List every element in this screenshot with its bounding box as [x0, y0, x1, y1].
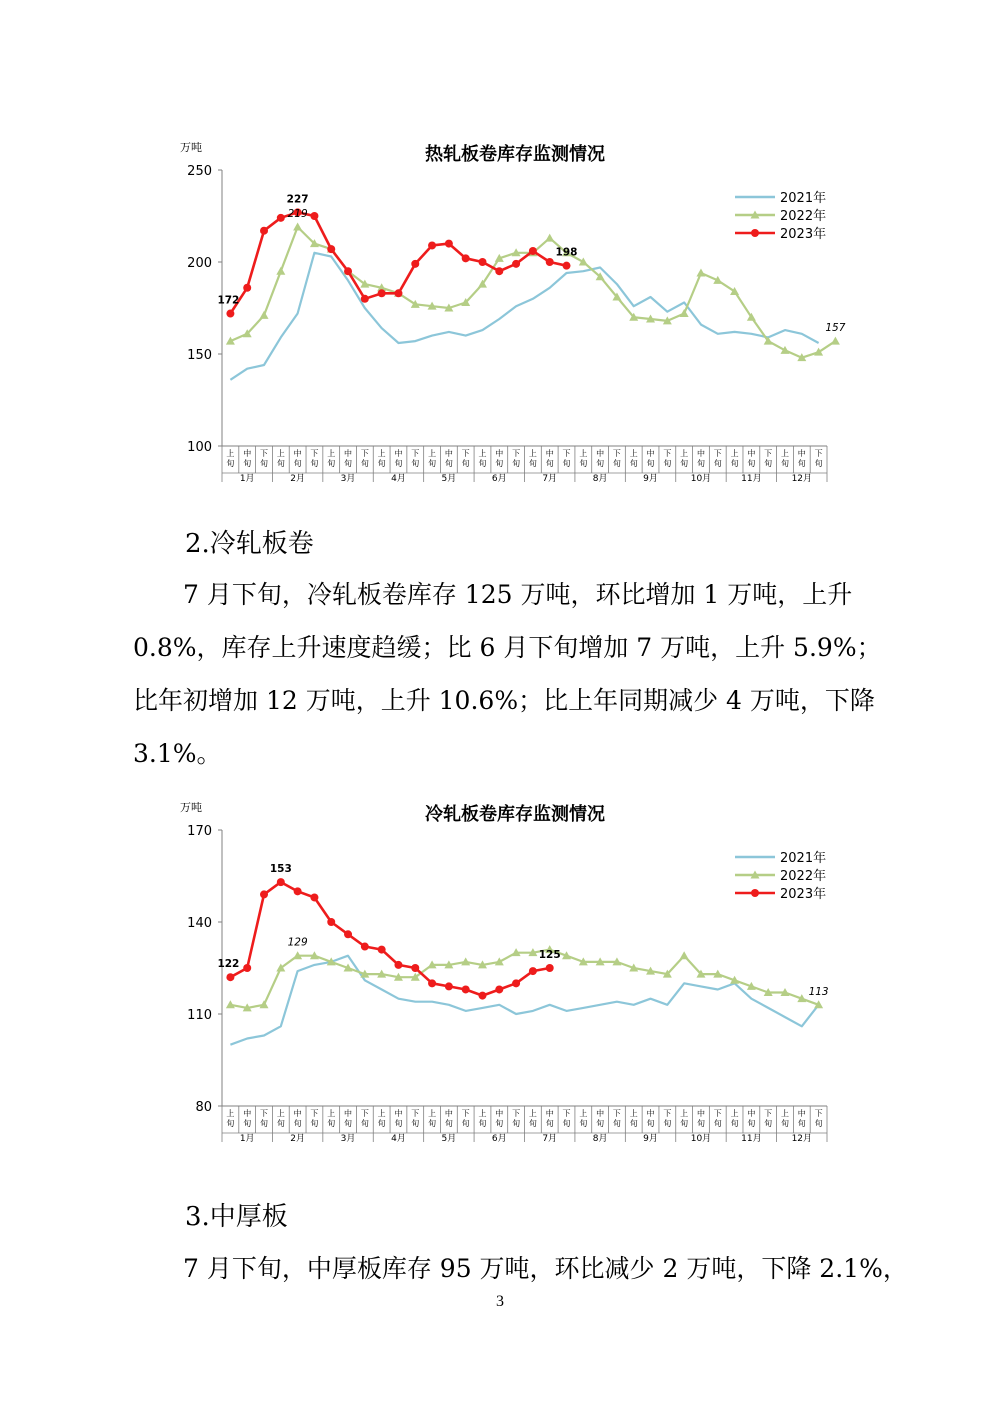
- data-point: [512, 979, 520, 987]
- x-xun-label: 下: [814, 1109, 823, 1118]
- x-xun-label: 上: [226, 449, 235, 458]
- x-xun-label: 旬: [764, 459, 773, 468]
- x-xun-label: 旬: [394, 459, 403, 468]
- x-xun-label: 旬: [629, 1119, 638, 1128]
- x-xun-label: 上: [579, 1109, 588, 1118]
- x-xun-label: 旬: [528, 459, 537, 468]
- x-xun-label: 旬: [243, 459, 252, 468]
- x-xun-label: 旬: [780, 459, 789, 468]
- x-xun-label: 下: [663, 1109, 672, 1118]
- x-month-label: 8月: [592, 1134, 608, 1144]
- series-line-2021年: [230, 253, 818, 380]
- x-xun-label: 中: [646, 449, 655, 458]
- x-xun-label: 上: [730, 449, 739, 458]
- x-xun-label: 中: [747, 1109, 756, 1118]
- x-month-label: 6月: [491, 474, 507, 484]
- x-xun-label: 旬: [663, 459, 672, 468]
- x-xun-label: 上: [528, 449, 537, 458]
- x-xun-label: 旬: [310, 459, 319, 468]
- x-month-label: 10月: [690, 1134, 712, 1144]
- data-point: [378, 946, 386, 954]
- data-point: [226, 973, 234, 981]
- x-xun-label: 旬: [780, 1119, 789, 1128]
- y-tick-label: 80: [195, 1100, 212, 1115]
- x-xun-label: 旬: [344, 459, 353, 468]
- data-point: [478, 258, 486, 266]
- x-xun-label: 中: [495, 449, 504, 458]
- data-point: [327, 918, 335, 926]
- x-month-label: 3月: [340, 1134, 356, 1144]
- x-xun-label: 上: [579, 449, 588, 458]
- data-point: [243, 964, 251, 972]
- x-xun-label: 上: [276, 1109, 285, 1118]
- x-xun-label: 中: [797, 1109, 806, 1118]
- x-xun-label: 旬: [293, 1119, 302, 1128]
- y-tick-label: 200: [187, 256, 212, 271]
- data-point: [293, 223, 302, 231]
- x-xun-label: 上: [327, 449, 336, 458]
- x-xun-label: 中: [293, 449, 302, 458]
- x-xun-label: 旬: [612, 1119, 621, 1128]
- data-label: 198: [555, 246, 578, 259]
- chart-title: 热轧板卷库存监测情况: [425, 144, 605, 165]
- x-xun-label: 上: [629, 1109, 638, 1118]
- data-point: [831, 337, 840, 345]
- x-xun-label: 旬: [512, 459, 521, 468]
- x-xun-label: 上: [629, 449, 638, 458]
- x-xun-label: 下: [411, 1109, 420, 1118]
- data-label: 125: [538, 949, 561, 961]
- x-xun-label: 下: [260, 1109, 269, 1118]
- x-xun-label: 下: [764, 1109, 773, 1118]
- x-xun-label: 旬: [495, 459, 504, 468]
- data-point: [563, 262, 571, 270]
- x-xun-label: 旬: [579, 1119, 588, 1128]
- x-xun-label: 旬: [428, 1119, 437, 1128]
- x-xun-label: 旬: [478, 1119, 487, 1128]
- x-xun-label: 中: [696, 449, 705, 458]
- y-tick-label: 150: [187, 348, 212, 363]
- series-line-2022年: [230, 227, 835, 358]
- x-xun-label: 上: [276, 449, 285, 458]
- paragraph-line: 0.8%，库存上升速度趋缓；比 6 月下旬增加 7 万吨，上升 5.9%；: [133, 633, 882, 662]
- x-xun-label: 旬: [747, 1119, 756, 1128]
- data-point: [428, 241, 436, 249]
- data-point: [478, 992, 486, 1000]
- x-month-label: 11月: [741, 474, 762, 484]
- data-point: [394, 289, 402, 297]
- data-label: 113: [808, 985, 829, 998]
- x-xun-label: 中: [596, 449, 605, 458]
- hot-rolled-chart: [170, 125, 860, 485]
- x-xun-label: 旬: [680, 459, 689, 468]
- x-xun-label: 旬: [260, 1119, 269, 1128]
- section-paragraph-plate: [133, 1242, 908, 1295]
- x-xun-label: 旬: [293, 459, 302, 468]
- x-xun-label: 旬: [747, 459, 756, 468]
- paragraph-line: 比年初增加 12 万吨，上升 10.6%；比上年同期减少 4 万吨，下降: [133, 686, 875, 715]
- x-xun-label: 旬: [411, 459, 420, 468]
- x-xun-label: 旬: [360, 459, 369, 468]
- legend-label: 2021年: [780, 191, 827, 206]
- x-xun-label: 旬: [495, 1119, 504, 1128]
- data-point: [546, 964, 554, 972]
- x-xun-label: 旬: [814, 1119, 823, 1128]
- x-xun-label: 中: [344, 1109, 353, 1118]
- x-xun-label: 中: [394, 449, 403, 458]
- x-month-label: 4月: [391, 1134, 406, 1144]
- x-month-label: 6月: [491, 1134, 507, 1144]
- x-month-label: 12月: [791, 474, 813, 484]
- x-xun-label: 上: [327, 1109, 336, 1118]
- data-point: [310, 893, 318, 901]
- data-label: 129: [287, 936, 308, 949]
- x-xun-label: 旬: [226, 1119, 235, 1128]
- x-xun-label: 下: [411, 449, 420, 458]
- x-xun-label: 旬: [730, 1119, 739, 1128]
- series-line-2023年: [230, 882, 549, 996]
- x-xun-label: 旬: [344, 1119, 353, 1128]
- x-xun-label: 上: [478, 1109, 487, 1118]
- y-tick-label: 140: [187, 916, 212, 931]
- x-xun-label: 旬: [360, 1119, 369, 1128]
- x-xun-label: 下: [764, 449, 773, 458]
- x-xun-label: 旬: [696, 459, 705, 468]
- data-point: [243, 284, 251, 292]
- y-tick-label: 110: [187, 1008, 212, 1023]
- data-point: [546, 258, 554, 266]
- x-xun-label: 旬: [663, 1119, 672, 1128]
- x-xun-label: 下: [512, 449, 521, 458]
- x-xun-label: 中: [646, 1109, 655, 1118]
- data-point: [260, 890, 268, 898]
- data-point: [361, 943, 369, 951]
- x-xun-label: 旬: [260, 459, 269, 468]
- x-xun-label: 旬: [411, 1119, 420, 1128]
- x-xun-label: 中: [495, 1109, 504, 1118]
- x-month-label: 8月: [592, 474, 608, 484]
- x-xun-label: 旬: [444, 459, 453, 468]
- data-point: [294, 887, 302, 895]
- series-line-2021年: [230, 956, 818, 1045]
- x-xun-label: 上: [680, 1109, 689, 1118]
- x-xun-label: 中: [545, 449, 554, 458]
- legend-label: 2022年: [780, 209, 827, 224]
- paragraph-line: 7 月下旬，中厚板库存 95 万吨，环比减少 2 万吨，下降 2.1%，: [183, 1254, 908, 1283]
- x-xun-label: 下: [562, 1109, 571, 1118]
- data-point: [445, 240, 453, 248]
- x-xun-label: 下: [310, 449, 319, 458]
- x-xun-label: 下: [814, 449, 823, 458]
- x-xun-label: 中: [243, 449, 252, 458]
- x-xun-label: 旬: [562, 459, 571, 468]
- x-xun-label: 旬: [596, 459, 605, 468]
- y-tick-label: 100: [187, 440, 212, 455]
- data-point: [310, 212, 318, 220]
- x-xun-label: 下: [663, 449, 672, 458]
- x-xun-label: 旬: [646, 459, 655, 468]
- hot-rolled-chart-svg: [170, 125, 860, 485]
- data-point: [361, 295, 369, 303]
- x-xun-label: 上: [226, 1109, 235, 1118]
- data-point: [378, 289, 386, 297]
- x-xun-label: 旬: [814, 459, 823, 468]
- section-heading-plate: 3.中厚板: [185, 1202, 288, 1232]
- data-point: [680, 309, 689, 317]
- x-xun-label: 中: [545, 1109, 554, 1118]
- x-month-label: 12月: [791, 1134, 813, 1144]
- x-xun-label: 下: [461, 449, 470, 458]
- section-paragraph-cold-rolled: [133, 568, 883, 780]
- x-xun-label: 中: [596, 1109, 605, 1118]
- data-label: 219: [287, 208, 308, 221]
- data-point: [344, 930, 352, 938]
- x-xun-label: 旬: [226, 459, 235, 468]
- x-xun-label: 中: [747, 449, 756, 458]
- x-xun-label: 下: [360, 1109, 369, 1118]
- x-xun-label: 下: [360, 449, 369, 458]
- data-point: [445, 982, 453, 990]
- data-point: [696, 269, 705, 277]
- x-xun-label: 上: [780, 449, 789, 458]
- x-xun-label: 旬: [377, 1119, 386, 1128]
- x-month-label: 7月: [542, 474, 558, 484]
- x-xun-label: 中: [293, 1109, 302, 1118]
- x-xun-label: 旬: [545, 459, 554, 468]
- y-axis-unit: 万吨: [180, 141, 202, 154]
- x-xun-label: 旬: [428, 459, 437, 468]
- x-xun-label: 下: [713, 1109, 722, 1118]
- x-month-label: 1月: [239, 1134, 255, 1144]
- x-month-label: 2月: [290, 1134, 305, 1144]
- x-month-label: 3月: [340, 474, 356, 484]
- data-point: [277, 878, 285, 886]
- x-month-label: 11月: [741, 1134, 762, 1144]
- x-xun-label: 下: [461, 1109, 470, 1118]
- x-xun-label: 旬: [394, 1119, 403, 1128]
- x-xun-label: 旬: [629, 459, 638, 468]
- legend-label: 2023年: [780, 227, 827, 242]
- x-month-label: 5月: [441, 1134, 457, 1144]
- data-point: [545, 234, 554, 242]
- y-tick-label: 170: [187, 824, 212, 839]
- x-xun-label: 上: [730, 1109, 739, 1118]
- x-xun-label: 下: [612, 449, 621, 458]
- x-month-label: 10月: [690, 474, 712, 484]
- x-xun-label: 下: [512, 1109, 521, 1118]
- cold-rolled-chart: [170, 785, 860, 1145]
- x-xun-label: 上: [377, 449, 386, 458]
- x-xun-label: 旬: [528, 1119, 537, 1128]
- x-xun-label: 旬: [730, 459, 739, 468]
- data-point: [512, 260, 520, 268]
- data-point: [276, 267, 285, 275]
- data-label: 157: [825, 322, 846, 335]
- page-number: 3: [496, 1293, 504, 1310]
- x-xun-label: 下: [260, 449, 269, 458]
- x-xun-label: 上: [780, 1109, 789, 1118]
- data-point: [260, 311, 269, 319]
- legend-marker: [751, 889, 759, 897]
- x-xun-label: 旬: [310, 1119, 319, 1128]
- x-xun-label: 中: [696, 1109, 705, 1118]
- x-xun-label: 旬: [327, 459, 336, 468]
- x-xun-label: 旬: [713, 1119, 722, 1128]
- data-point: [394, 961, 402, 969]
- data-point: [277, 214, 285, 222]
- x-xun-label: 旬: [562, 1119, 571, 1128]
- data-point: [495, 267, 503, 275]
- x-month-label: 9月: [643, 474, 658, 484]
- legend-label: 2022年: [780, 869, 827, 884]
- x-xun-label: 旬: [579, 459, 588, 468]
- x-month-label: 1月: [239, 474, 255, 484]
- x-xun-label: 上: [428, 449, 437, 458]
- x-xun-label: 旬: [612, 459, 621, 468]
- cold-rolled-chart-svg: [170, 785, 860, 1145]
- data-label: 227: [286, 193, 309, 206]
- data-point: [344, 267, 352, 275]
- x-xun-label: 旬: [680, 1119, 689, 1128]
- x-xun-label: 旬: [545, 1119, 554, 1128]
- x-xun-label: 旬: [646, 1119, 655, 1128]
- x-xun-label: 旬: [478, 459, 487, 468]
- x-xun-label: 旬: [444, 1119, 453, 1128]
- x-xun-label: 下: [310, 1109, 319, 1118]
- x-xun-label: 旬: [713, 459, 722, 468]
- data-point: [462, 254, 470, 262]
- data-point: [411, 260, 419, 268]
- data-point: [260, 227, 268, 235]
- x-xun-label: 旬: [243, 1119, 252, 1128]
- chart-title: 冷轧板卷库存监测情况: [425, 804, 605, 825]
- x-xun-label: 旬: [797, 1119, 806, 1128]
- data-label: 122: [217, 958, 240, 971]
- x-xun-label: 上: [478, 449, 487, 458]
- x-month-label: 9月: [643, 1134, 658, 1144]
- x-xun-label: 中: [344, 449, 353, 458]
- y-tick-label: 250: [187, 164, 212, 179]
- section-heading-cold-rolled: 2.冷轧板卷: [185, 529, 314, 559]
- x-xun-label: 中: [444, 449, 453, 458]
- x-month-label: 4月: [391, 474, 406, 484]
- data-point: [529, 247, 537, 255]
- data-point: [327, 245, 335, 253]
- x-month-label: 5月: [441, 474, 457, 484]
- x-xun-label: 旬: [461, 459, 470, 468]
- x-xun-label: 旬: [276, 459, 285, 468]
- x-xun-label: 旬: [797, 459, 806, 468]
- x-xun-label: 中: [243, 1109, 252, 1118]
- x-xun-label: 下: [562, 449, 571, 458]
- x-xun-label: 旬: [461, 1119, 470, 1128]
- x-xun-label: 旬: [696, 1119, 705, 1128]
- x-xun-label: 旬: [276, 1119, 285, 1128]
- x-xun-label: 中: [394, 1109, 403, 1118]
- data-label: 172: [217, 294, 240, 307]
- data-point: [226, 310, 234, 318]
- x-xun-label: 下: [713, 449, 722, 458]
- x-xun-label: 旬: [377, 459, 386, 468]
- x-xun-label: 下: [612, 1109, 621, 1118]
- x-xun-label: 旬: [327, 1119, 336, 1128]
- y-axis-unit: 万吨: [180, 801, 202, 814]
- data-point: [495, 985, 503, 993]
- x-xun-label: 上: [680, 449, 689, 458]
- x-month-label: 7月: [542, 1134, 558, 1144]
- legend-marker: [751, 229, 759, 237]
- x-xun-label: 上: [428, 1109, 437, 1118]
- data-point: [462, 985, 470, 993]
- x-xun-label: 旬: [596, 1119, 605, 1128]
- x-xun-label: 上: [377, 1109, 386, 1118]
- data-point: [680, 951, 689, 959]
- paragraph-line: 7 月下旬，冷轧板卷库存 125 万吨，环比增加 1 万吨，上升: [183, 580, 853, 609]
- data-point: [428, 979, 436, 987]
- data-point: [411, 964, 419, 972]
- x-xun-label: 旬: [764, 1119, 773, 1128]
- x-xun-label: 中: [444, 1109, 453, 1118]
- x-xun-label: 中: [797, 449, 806, 458]
- x-month-label: 2月: [290, 474, 305, 484]
- x-xun-label: 上: [528, 1109, 537, 1118]
- legend-label: 2021年: [780, 851, 827, 866]
- paragraph-line: 3.1%。: [133, 739, 222, 768]
- data-point: [529, 967, 537, 975]
- legend-label: 2023年: [780, 887, 827, 902]
- x-xun-label: 旬: [512, 1119, 521, 1128]
- data-label: 153: [269, 863, 292, 876]
